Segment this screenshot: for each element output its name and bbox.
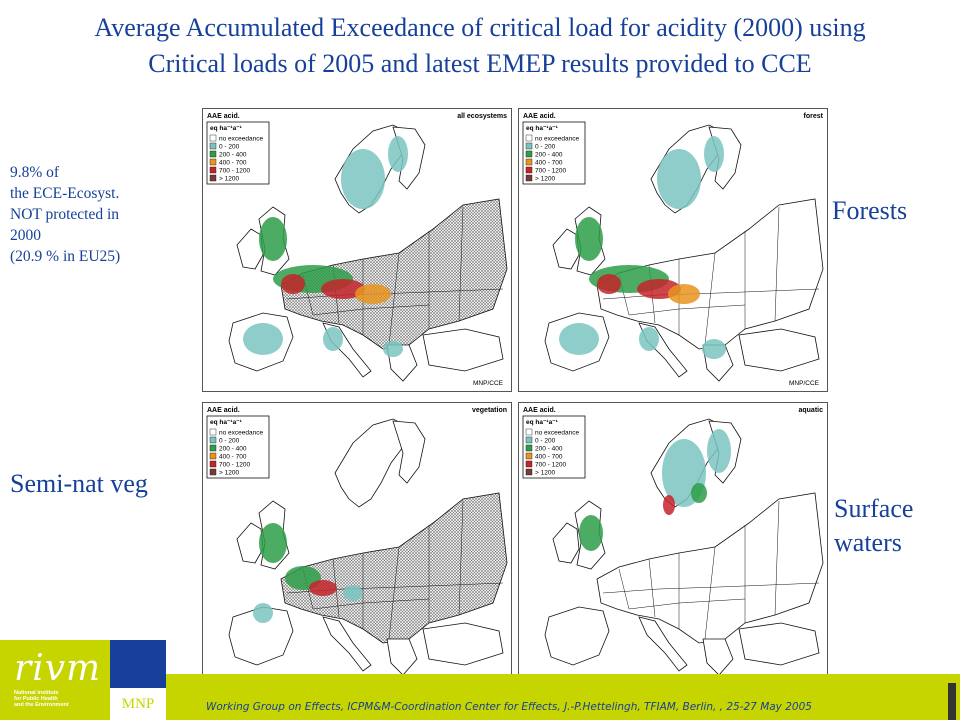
land-shape	[387, 639, 417, 675]
legend-swatch	[210, 437, 216, 443]
land-shape	[545, 607, 609, 665]
legend-label: > 1200	[219, 175, 240, 183]
label-forests: Forests	[832, 196, 908, 225]
logo-blue-square	[110, 640, 166, 688]
rivm-logo-subtitle	[14, 690, 74, 708]
legend-swatch	[210, 461, 216, 467]
exceedance-area	[597, 274, 621, 294]
exceedance-area	[707, 429, 731, 473]
exceedance-area	[323, 327, 343, 351]
note-line: NOT protected in	[10, 206, 120, 223]
legend-swatch	[526, 167, 532, 173]
map-legend	[523, 122, 585, 184]
legend-label: 400 - 700	[535, 159, 563, 167]
footer-text: Working Group on Effects, ICPM&M-Coordination Center for Effects, J.-P.Hettelingh, TFIAM, Berlin, , 25-27 May 2005	[206, 701, 812, 713]
legend-label: 200 - 400	[535, 445, 563, 453]
exceedance-area	[343, 585, 363, 601]
legend-label: > 1200	[535, 469, 556, 477]
slide-title	[0, 10, 960, 82]
legend-unit: eq ha⁻¹a⁻¹	[210, 419, 242, 426]
legend-label: 700 - 1200	[219, 167, 251, 175]
map-header-right: forest	[803, 113, 823, 120]
exceedance-area	[259, 217, 287, 261]
map-header-right: all ecosystems	[457, 113, 507, 120]
legend-swatch	[210, 135, 216, 141]
land-shape	[553, 523, 579, 563]
legend-label: 0 - 200	[535, 437, 556, 445]
legend-label: 400 - 700	[219, 159, 247, 167]
exceedance-area	[253, 603, 273, 623]
exceedance-area	[355, 284, 391, 304]
exceedance-area	[559, 323, 599, 355]
legend-swatch	[526, 453, 532, 459]
legend-swatch	[210, 151, 216, 157]
exceedance-area	[668, 284, 700, 304]
map-svg	[203, 403, 511, 685]
land-shape	[423, 329, 503, 371]
exceedance-area	[691, 483, 707, 503]
legend-swatch	[210, 453, 216, 459]
map-svg	[203, 109, 511, 391]
legend-swatch	[526, 429, 532, 435]
label-semi-nat-veg: Semi-nat veg	[10, 469, 148, 498]
legend-swatch	[210, 445, 216, 451]
map-legend	[523, 416, 585, 478]
legend-label: 700 - 1200	[535, 167, 567, 175]
rivm-logo-word: rivm	[14, 648, 102, 689]
legend-label: > 1200	[535, 175, 556, 183]
rivm-sub-line: and the Environment	[14, 702, 69, 708]
legend-swatch	[210, 159, 216, 165]
legend-label: 700 - 1200	[535, 461, 567, 469]
exceedance-area	[702, 339, 726, 359]
exceedance-area	[388, 136, 408, 172]
legend-swatch	[210, 175, 216, 181]
legend-swatch	[210, 167, 216, 173]
legend-label: no exceedance	[535, 135, 580, 143]
map-legend	[207, 416, 269, 478]
exceedance-area	[704, 136, 724, 172]
legend-label: 700 - 1200	[219, 461, 251, 469]
legend-label: 200 - 400	[219, 445, 247, 453]
footer-edge-bar	[948, 683, 956, 720]
legend-label: 400 - 700	[219, 453, 247, 461]
legend-unit: eq ha⁻¹a⁻¹	[210, 125, 242, 132]
legend-label: 400 - 700	[535, 453, 563, 461]
exceedance-area	[575, 217, 603, 261]
legend-swatch	[526, 159, 532, 165]
legend-label: 0 - 200	[219, 437, 240, 445]
land-shape	[237, 229, 263, 269]
exceedance-area	[663, 495, 675, 515]
map-header-left: AAE acid.	[523, 407, 556, 414]
land-shape	[739, 623, 819, 665]
legend-swatch	[526, 469, 532, 475]
map-stamp: MNP/CCE	[789, 380, 819, 387]
legend-swatch	[210, 469, 216, 475]
legend-label: 0 - 200	[535, 143, 556, 151]
rivm-sub-line: for Public Health	[14, 696, 58, 702]
map-header-right: aquatic	[798, 407, 823, 414]
map-forest	[518, 108, 828, 392]
exceedance-area	[639, 327, 659, 351]
map-stamp: MNP/CCE	[473, 380, 503, 387]
map-header-right: vegetation	[471, 407, 507, 414]
exceedance-area	[243, 323, 283, 355]
legend-swatch	[526, 445, 532, 451]
land-shape	[597, 493, 823, 643]
legend-swatch	[210, 429, 216, 435]
surface-line-1: Surface	[834, 494, 914, 523]
map-vegetation	[202, 402, 512, 686]
exceedance-area	[383, 341, 403, 357]
title-line-1: Average Accumulated Exceedance of critical load for acidity (2000) using	[94, 13, 866, 42]
legend-swatch	[210, 143, 216, 149]
note-line: the ECE-Ecosyst.	[10, 185, 120, 202]
legend-label: 0 - 200	[219, 143, 240, 151]
protection-note	[10, 162, 195, 267]
legend-swatch	[526, 461, 532, 467]
map-all-ecosystems	[202, 108, 512, 392]
exceedance-area	[341, 149, 385, 209]
title-line-2: Critical loads of 2005 and latest EMEP results provided to CCE	[148, 49, 812, 78]
map-header-left: AAE acid.	[523, 113, 556, 120]
land-shape	[281, 493, 507, 643]
legend-unit: eq ha⁻¹a⁻¹	[526, 125, 558, 132]
legend-label: 200 - 400	[219, 151, 247, 159]
land-shape	[423, 623, 503, 665]
legend-swatch	[526, 135, 532, 141]
map-svg	[519, 109, 827, 391]
note-line: 9.8% of	[10, 164, 60, 181]
exceedance-area	[309, 580, 337, 596]
map-header-left: AAE acid.	[207, 407, 240, 414]
legend-swatch	[526, 437, 532, 443]
map-legend	[207, 122, 269, 184]
exceedance-area	[579, 515, 603, 551]
legend-label: no exceedance	[219, 429, 264, 437]
surface-line-2: waters	[834, 528, 902, 557]
legend-swatch	[526, 143, 532, 149]
label-surface-waters	[834, 492, 913, 560]
map-header-left: AAE acid.	[207, 113, 240, 120]
map-svg	[519, 403, 827, 685]
land-shape	[553, 229, 579, 269]
exceedance-area	[259, 523, 287, 563]
legend-swatch	[526, 151, 532, 157]
legend-swatch	[526, 175, 532, 181]
legend-label: no exceedance	[535, 429, 580, 437]
legend-unit: eq ha⁻¹a⁻¹	[526, 419, 558, 426]
note-line: 2000	[10, 227, 41, 244]
legend-label: no exceedance	[219, 135, 264, 143]
rivm-sub-line: National Institute	[14, 690, 59, 696]
legend-label: 200 - 400	[535, 151, 563, 159]
note-line: (20.9 % in EU25)	[10, 248, 121, 265]
mnp-logo: MNP	[110, 688, 166, 720]
map-aquatic	[518, 402, 828, 686]
exceedance-area	[657, 149, 701, 209]
exceedance-area	[281, 274, 305, 294]
land-shape	[739, 329, 819, 371]
legend-label: > 1200	[219, 469, 240, 477]
land-shape	[703, 639, 733, 675]
